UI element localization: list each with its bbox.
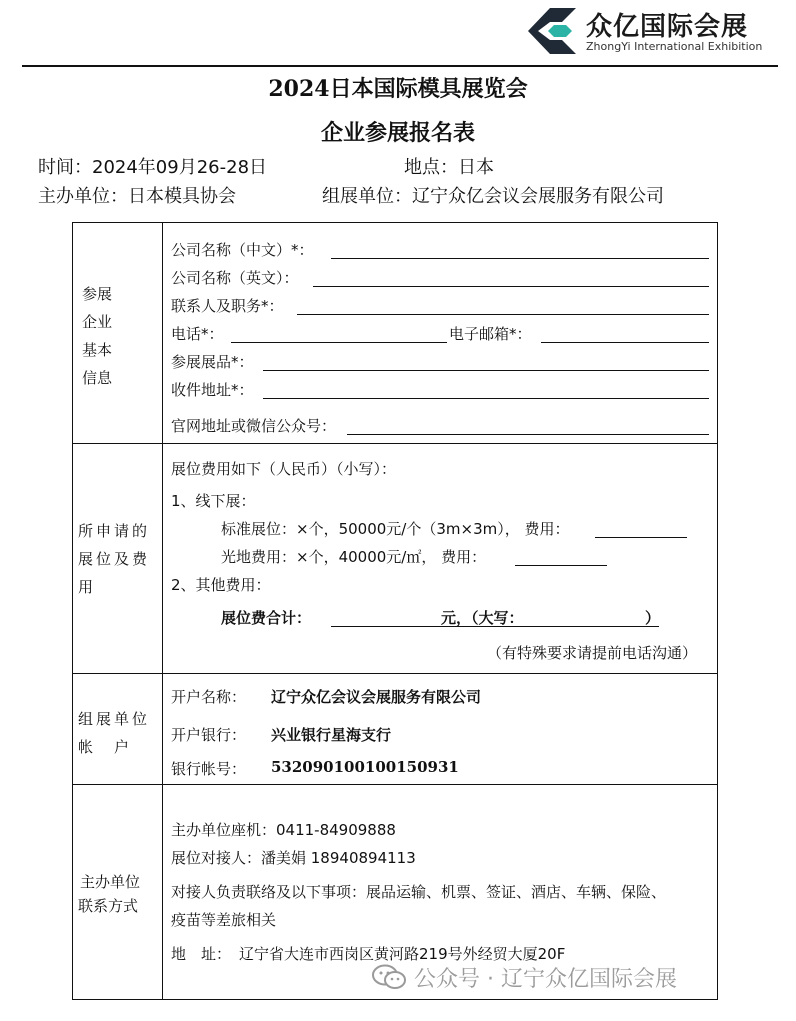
raw-space-fee-field[interactable] (515, 565, 607, 566)
email-field[interactable] (541, 342, 709, 343)
organizer-address: 辽宁省大连市西岗区黄河路219号外经贸大厦20F (239, 945, 566, 963)
item-other: 2、其他费用： (171, 576, 271, 594)
address-field[interactable] (263, 398, 709, 399)
phone-label: 电话*： (171, 325, 224, 343)
section-label-company-info: 参展 企业 基本 信息 (73, 223, 163, 443)
contact-label: 联系人及职务*： (171, 297, 284, 315)
section-label-bank-account: 组展单位 帐 户 (73, 674, 163, 784)
wechat-watermark-text: 公众号 · 辽宁众亿国际会展 (414, 967, 677, 992)
organizer: 主办单位：日本模具协会 (38, 186, 236, 207)
contact-duties: 对接人负责联络及以下事项：展品运输、机票、签证、酒店、车辆、保险、 (171, 883, 667, 901)
document-title: 2024日本国际模具展览会 (268, 76, 528, 102)
section-label-organizer-contact: 主办单位 联系方式 (73, 785, 163, 999)
total-fee-field[interactable] (331, 626, 659, 627)
event-place: 地点：日本 (404, 157, 494, 178)
section-label-booth-fees: 所申请的 展位及费 用 (73, 444, 163, 673)
organizer-landline: 主办单位座机：0411-84909888 (171, 821, 396, 839)
total-close-paren: ） (645, 609, 661, 627)
section-booth-fees (73, 444, 717, 674)
wechat-icon (372, 964, 406, 990)
address-label: 收件地址*： (171, 381, 254, 399)
co-organizer: 组展单位：辽宁众亿会议会展服务有限公司 (322, 186, 664, 207)
company-name-en-field[interactable] (313, 286, 709, 287)
bank-label: 开户银行： (171, 726, 247, 744)
email-label: 电子邮箱*： (449, 325, 532, 343)
document-subtitle: 企业参展报名表 (320, 121, 475, 146)
logo (528, 4, 778, 58)
logo-chinese-text: 众亿国际会展 (586, 12, 749, 42)
website-field[interactable] (347, 434, 709, 435)
registration-form-table (72, 222, 718, 1000)
account-number-value: 532090100100150931 (271, 758, 459, 776)
company-name-en-label: 公司名称（英文）： (171, 269, 299, 287)
bank-value: 兴业银行星海支行 (271, 726, 392, 744)
section-company-info (73, 223, 717, 444)
exhibits-field[interactable] (263, 370, 709, 371)
company-name-cn-field[interactable] (331, 258, 709, 259)
item-offline: 1、线下展： (171, 492, 256, 510)
logo-mark-icon (528, 6, 578, 56)
total-yuan-text: 元，（大写： (441, 609, 524, 627)
account-name-value: 辽宁众亿会议会展服务有限公司 (271, 688, 482, 706)
section-bank-account (73, 674, 717, 785)
standard-booth-fee-field[interactable] (595, 537, 687, 538)
account-number-label: 银行帐号： (171, 760, 247, 778)
special-request-note: （有特殊要求请提前电话沟通） (487, 644, 698, 662)
contact-field[interactable] (297, 314, 709, 315)
contact-duties-cont: 疫苗等差旅相关 (171, 911, 277, 929)
booth-contact-person: 展位对接人：潘美娟 18940894113 (171, 849, 416, 867)
logo-english-text: ZhongYi International Exhibition (586, 40, 763, 53)
company-name-cn-label: 公司名称（中文）*： (171, 241, 314, 259)
website-label: 官网地址或微信公众号： (171, 417, 337, 435)
phone-field[interactable] (231, 342, 447, 343)
account-name-label: 开户名称： (171, 688, 247, 706)
standard-booth-text: 标准展位：×个，50000元/个（3m×3m）， 费用： (221, 520, 570, 538)
raw-space-text: 光地费用：×个，40000元/㎡， 费用： (221, 548, 487, 566)
exhibits-label: 参展展品*： (171, 353, 254, 371)
header-rule (22, 65, 778, 67)
organizer-address-label: 地 址： (171, 945, 232, 963)
total-label: 展位费合计： (221, 609, 312, 627)
fee-intro: 展位费用如下（人民币）（小写）： (171, 460, 397, 478)
event-time: 时间：2024年09月26-28日 (38, 157, 268, 178)
